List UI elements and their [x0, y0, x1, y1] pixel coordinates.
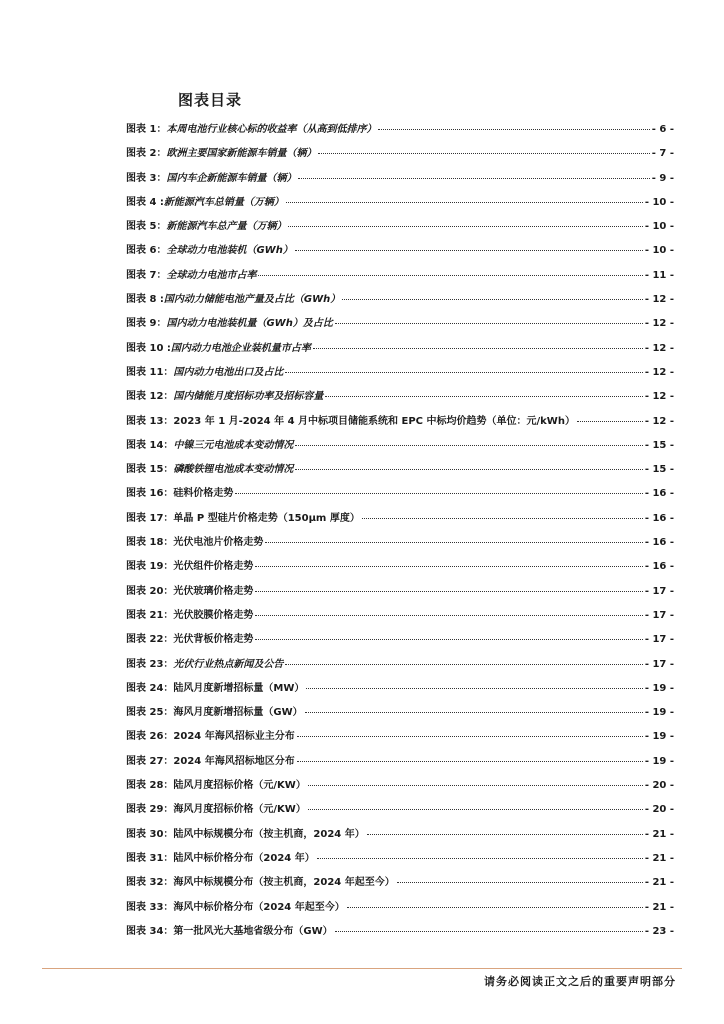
- toc-entry-number: 图表 5：: [126, 221, 167, 233]
- toc-entry-title: 光伏胶膜价格走势: [173, 609, 254, 621]
- toc-leader-dots: [342, 299, 643, 300]
- toc-entry-number: 图表 18：: [126, 537, 174, 549]
- toc-entry-label: [126, 288, 340, 312]
- toc-entry-label: [126, 677, 304, 701]
- toc-leader-dots: [255, 591, 642, 592]
- toc-entry-page: - 10 -: [644, 245, 674, 257]
- toc-leader-dots: [255, 566, 642, 567]
- toc-entry[interactable]: [126, 507, 674, 531]
- toc-entry-title: 国内动力电池企业装机量市占率: [170, 342, 311, 354]
- toc-entry-title: 新能源汽车总产量（万辆）: [166, 221, 287, 233]
- toc-leader-dots: [317, 858, 643, 859]
- toc-entry[interactable]: [126, 677, 674, 701]
- toc-leader-dots: [235, 493, 642, 494]
- toc-entry-label: [126, 361, 283, 385]
- toc-entry-label: [126, 215, 286, 239]
- toc-leader-dots: [295, 445, 642, 446]
- toc-leader-dots: [298, 178, 649, 179]
- toc-entry-number: 图表 25：: [126, 707, 174, 719]
- toc-entry-label: [126, 434, 293, 458]
- toc-entry[interactable]: [126, 337, 674, 361]
- toc-entry-number: 图表 22：: [126, 634, 174, 646]
- toc-entry[interactable]: [126, 774, 674, 798]
- toc-entry-number: 图表 28：: [126, 780, 174, 792]
- toc-leader-dots: [367, 834, 643, 835]
- toc-entry-number: 图表 27：: [126, 755, 174, 767]
- toc-entry-page: - 10 -: [644, 221, 674, 233]
- footer-disclaimer: 请务必阅读正文之后的重要声明部分: [484, 975, 676, 988]
- toc-entry-number: 图表 6：: [126, 245, 167, 257]
- toc-entry-title: 海风中标规模分布（按主机商，2024 年起至今）: [173, 877, 395, 889]
- toc-entry[interactable]: [126, 896, 674, 920]
- toc-entry-title: 第一批风光大基地省级分布（GW）: [173, 925, 333, 937]
- toc-entry-number: 图表 32：: [126, 877, 174, 889]
- toc-entry-label: [126, 750, 295, 774]
- toc-entry-number: 图表 19：: [126, 561, 174, 573]
- toc-entry[interactable]: [126, 482, 674, 506]
- toc-entry-number: 图表 20：: [126, 585, 174, 597]
- toc-entry-label: [126, 264, 256, 288]
- toc-entry-title: 海风月度新增招标量（GW）: [173, 707, 303, 719]
- toc-entry[interactable]: [126, 410, 674, 434]
- toc-leader-dots: [288, 226, 642, 227]
- toc-entry-label: [126, 628, 253, 652]
- toc-entry-label: [126, 482, 233, 506]
- toc-entry-number: 图表 14：: [126, 439, 174, 451]
- toc-entry[interactable]: [126, 653, 674, 677]
- toc-entry-label: [126, 896, 345, 920]
- toc-leader-dots: [378, 129, 649, 130]
- toc-entry[interactable]: [126, 701, 674, 725]
- toc-leader-dots: [297, 736, 643, 737]
- toc-entry-label: [126, 142, 316, 166]
- toc-entry[interactable]: [126, 191, 674, 215]
- toc-entry[interactable]: [126, 288, 674, 312]
- toc-entry[interactable]: [126, 798, 674, 822]
- toc-entry-page: - 23 -: [644, 925, 674, 937]
- toc-entry-number: 图表 26：: [126, 731, 174, 743]
- toc-entry-page: - 16 -: [644, 537, 674, 549]
- toc-entry-page: - 16 -: [644, 561, 674, 573]
- toc-leader-dots: [286, 202, 643, 203]
- page-title: 图表目录: [178, 91, 243, 109]
- toc-entry[interactable]: [126, 118, 674, 142]
- toc-entry-page: - 12 -: [644, 391, 674, 403]
- toc-entry-page: - 12 -: [644, 342, 674, 354]
- toc-entry-title: 2023 年 1 月-2024 年 4 月中标项目储能系统和 EPC 中标均价趋势（单位：元/kWh）: [173, 415, 575, 427]
- toc-entry-page: - 17 -: [644, 585, 674, 597]
- toc-entry-label: [126, 167, 296, 191]
- toc-entry-label: [126, 531, 263, 555]
- toc-entry-number: 图表 3：: [126, 172, 167, 184]
- toc-entry-page: - 9 -: [651, 172, 674, 184]
- toc-entry-label: [126, 920, 333, 944]
- toc-entry[interactable]: [126, 580, 674, 604]
- toc-entry[interactable]: [126, 239, 674, 263]
- toc-entry-label: [126, 385, 323, 409]
- toc-entry-number: 图表 13：: [126, 415, 174, 427]
- toc-entry-title: 光伏电池片价格走势: [173, 537, 264, 549]
- toc-entry-number: 图表 10 :: [126, 342, 171, 354]
- toc-entry-page: - 11 -: [644, 269, 674, 281]
- toc-entry-title: 全球动力电池装机（GWh）: [166, 245, 293, 257]
- toc-leader-dots: [335, 931, 643, 932]
- toc-entry[interactable]: [126, 312, 674, 336]
- toc-leader-dots: [285, 664, 642, 665]
- toc-entry-number: 图表 17：: [126, 512, 174, 524]
- toc-entry-title: 国内车企新能源车销量（辆）: [166, 172, 297, 184]
- toc-entry[interactable]: [126, 385, 674, 409]
- toc-entry-page: - 7 -: [651, 148, 674, 160]
- toc-leader-dots: [347, 907, 643, 908]
- toc-entry-title: 硅料价格走势: [173, 488, 234, 500]
- toc-entry[interactable]: [126, 167, 674, 191]
- toc-entry-label: [126, 725, 295, 749]
- toc-entry[interactable]: [126, 458, 674, 482]
- toc-entry-page: - 15 -: [644, 464, 674, 476]
- toc-entry-number: 图表 21：: [126, 609, 174, 621]
- toc-entry-label: [126, 410, 575, 434]
- toc-entry-title: 光伏背板价格走势: [173, 634, 254, 646]
- toc-entry-number: 图表 8 :: [126, 294, 164, 306]
- toc-leader-dots: [258, 275, 642, 276]
- toc-leader-dots: [285, 372, 642, 373]
- toc-entry-page: - 12 -: [644, 415, 674, 427]
- toc-entry[interactable]: [126, 920, 674, 944]
- toc-entry-title: 国内储能月度招标功率及招标容量: [173, 391, 324, 403]
- table-of-figures: [126, 118, 674, 944]
- toc-entry-page: - 19 -: [644, 755, 674, 767]
- toc-entry-title: 单晶 P 型硅片价格走势（150μm 厚度）: [173, 512, 360, 524]
- toc-entry-number: 图表 33：: [126, 901, 174, 913]
- toc-entry-page: - 17 -: [644, 609, 674, 621]
- toc-entry-title: 国内动力电池出口及占比: [173, 366, 284, 378]
- toc-leader-dots: [255, 615, 642, 616]
- toc-entry-title: 光伏行业热点新闻及公告: [173, 658, 284, 670]
- toc-entry-title: 2024 年海风招标地区分布: [173, 755, 295, 767]
- toc-entry[interactable]: [126, 142, 674, 166]
- toc-entry-title: 海风月度招标价格（元/KW）: [173, 804, 306, 816]
- toc-entry-label: [126, 458, 293, 482]
- toc-entry-label: [126, 847, 315, 871]
- toc-entry[interactable]: [126, 361, 674, 385]
- toc-entry-page: - 19 -: [644, 707, 674, 719]
- toc-entry-label: [126, 871, 395, 895]
- toc-entry-number: 图表 30：: [126, 828, 174, 840]
- toc-leader-dots: [313, 348, 643, 349]
- toc-entry-title: 2024 年海风招标业主分布: [173, 731, 295, 743]
- toc-entry-page: - 17 -: [644, 658, 674, 670]
- toc-entry-page: - 17 -: [644, 634, 674, 646]
- toc-entry-label: [126, 823, 365, 847]
- toc-entry-label: [126, 774, 306, 798]
- toc-entry-page: - 12 -: [644, 366, 674, 378]
- toc-entry-page: - 16 -: [644, 512, 674, 524]
- toc-leader-dots: [308, 809, 643, 810]
- toc-entry-title: 陆风月度招标价格（元/KW）: [173, 780, 306, 792]
- toc-leader-dots: [577, 421, 643, 422]
- toc-entry-number: 图表 11：: [126, 366, 174, 378]
- toc-entry-title: 磷酸铁锂电池成本变动情况: [173, 464, 294, 476]
- toc-leader-dots: [306, 688, 642, 689]
- toc-entry-page: - 10 -: [644, 196, 674, 208]
- toc-entry-label: [126, 507, 360, 531]
- toc-entry-page: - 21 -: [644, 852, 674, 864]
- toc-entry-label: [126, 653, 283, 677]
- toc-entry-title: 国内动力储能电池产量及占比（GWh）: [163, 294, 341, 306]
- toc-entry[interactable]: [126, 264, 674, 288]
- toc-entry-title: 光伏玻璃价格走势: [173, 585, 254, 597]
- toc-entry-number: 图表 7：: [126, 269, 167, 281]
- toc-entry-title: 欧洲主要国家新能源车销量（辆）: [166, 148, 317, 160]
- toc-entry[interactable]: [126, 750, 674, 774]
- toc-entry[interactable]: [126, 628, 674, 652]
- toc-leader-dots: [295, 469, 642, 470]
- toc-leader-dots: [305, 712, 643, 713]
- toc-entry-number: 图表 9：: [126, 318, 167, 330]
- toc-entry-title: 全球动力电池市占率: [166, 269, 257, 281]
- toc-entry-page: - 16 -: [644, 488, 674, 500]
- toc-entry-page: - 19 -: [644, 731, 674, 743]
- toc-entry-number: 图表 29：: [126, 804, 174, 816]
- toc-entry-page: - 12 -: [644, 318, 674, 330]
- toc-leader-dots: [335, 323, 643, 324]
- toc-entry[interactable]: [126, 823, 674, 847]
- toc-entry-label: [126, 604, 253, 628]
- toc-entry-number: 图表 24：: [126, 682, 174, 694]
- toc-entry-title: 国内动力电池装机量（GWh）及占比: [166, 318, 333, 330]
- toc-entry-title: 陆风中标规模分布（按主机商，2024 年）: [173, 828, 365, 840]
- toc-entry-page: - 21 -: [644, 901, 674, 913]
- toc-leader-dots: [255, 639, 642, 640]
- toc-entry-number: 图表 31：: [126, 852, 174, 864]
- toc-entry-number: 图表 2：: [126, 148, 167, 160]
- toc-entry-page: - 20 -: [644, 780, 674, 792]
- toc-leader-dots: [297, 761, 643, 762]
- toc-entry-number: 图表 34：: [126, 925, 174, 937]
- toc-leader-dots: [318, 153, 649, 154]
- toc-entry-page: - 15 -: [644, 439, 674, 451]
- toc-entry-page: - 12 -: [644, 294, 674, 306]
- toc-entry-title: 新能源汽车总销量（万辆）: [163, 196, 284, 208]
- toc-entry-page: - 19 -: [644, 682, 674, 694]
- toc-entry-title: 陆风中标价格分布（2024 年）: [173, 852, 315, 864]
- toc-entry-page: - 21 -: [644, 877, 674, 889]
- toc-entry-number: 图表 12：: [126, 391, 174, 403]
- toc-leader-dots: [325, 396, 642, 397]
- toc-entry-label: [126, 337, 311, 361]
- toc-leader-dots: [362, 518, 643, 519]
- toc-entry[interactable]: [126, 555, 674, 579]
- toc-entry-label: [126, 701, 303, 725]
- toc-entry-title: 中镍三元电池成本变动情况: [173, 439, 294, 451]
- toc-entry-title: 陆风月度新增招标量（MW）: [173, 682, 305, 694]
- toc-entry[interactable]: [126, 434, 674, 458]
- toc-entry[interactable]: [126, 847, 674, 871]
- toc-entry-number: 图表 15：: [126, 464, 174, 476]
- toc-entry[interactable]: [126, 531, 674, 555]
- toc-entry-page: - 6 -: [651, 124, 674, 135]
- toc-entry-number: 图表 4 :: [126, 196, 164, 208]
- toc-entry-label: [126, 798, 306, 822]
- toc-entry[interactable]: [126, 604, 674, 628]
- toc-entry-label: [126, 191, 284, 215]
- toc-entry-title: 海风中标价格分布（2024 年起至今）: [173, 901, 345, 913]
- toc-entry-title: 本周电池行业核心标的收益率（从高到低排序）: [166, 124, 377, 135]
- toc-entry[interactable]: [126, 871, 674, 895]
- toc-entry-number: 图表 1：: [126, 124, 167, 135]
- toc-entry[interactable]: [126, 215, 674, 239]
- toc-entry-title: 光伏组件价格走势: [173, 561, 254, 573]
- footer-divider: [42, 968, 682, 969]
- toc-entry-number: 图表 23：: [126, 658, 174, 670]
- toc-entry-label: [126, 555, 253, 579]
- toc-leader-dots: [265, 542, 642, 543]
- toc-entry-page: - 21 -: [644, 828, 674, 840]
- toc-entry-label: [126, 118, 376, 142]
- toc-entry-number: 图表 16：: [126, 488, 174, 500]
- toc-entry-label: [126, 312, 333, 336]
- toc-entry-label: [126, 239, 293, 263]
- toc-entry-page: - 20 -: [644, 804, 674, 816]
- toc-entry-label: [126, 580, 253, 604]
- toc-entry[interactable]: [126, 725, 674, 749]
- toc-leader-dots: [295, 250, 643, 251]
- toc-leader-dots: [308, 785, 643, 786]
- toc-leader-dots: [397, 882, 643, 883]
